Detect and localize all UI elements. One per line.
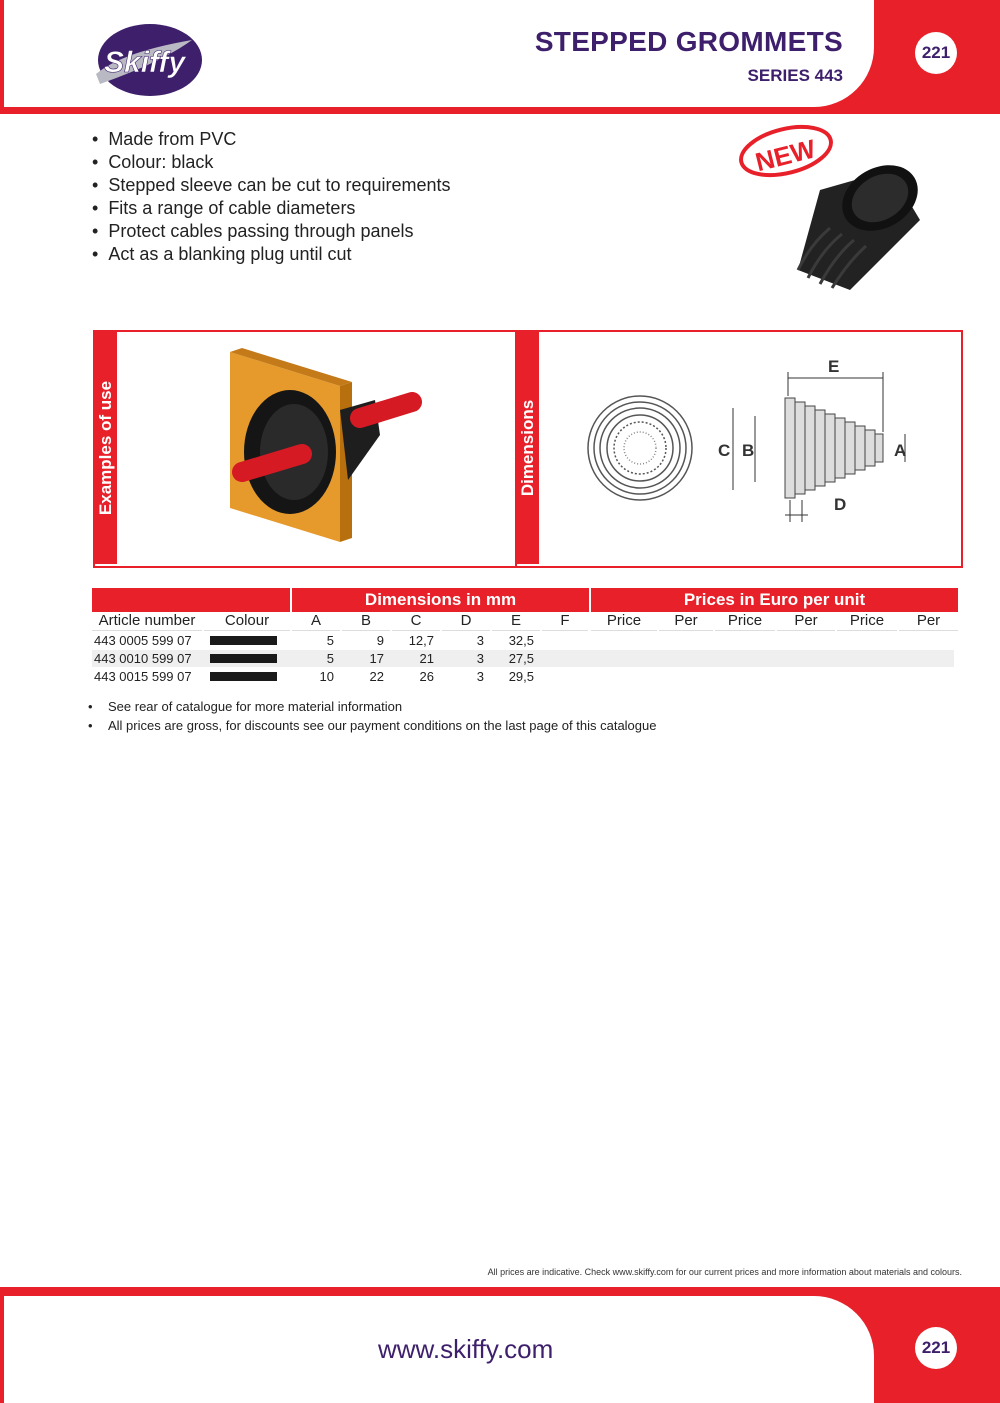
bullet-icon: •: [88, 718, 93, 733]
cell-d: 3: [476, 633, 484, 648]
page-title: STEPPED GROMMETS: [534, 26, 843, 57]
cell-e: 27,5: [508, 651, 534, 666]
new-badge-text: NEW: [752, 133, 819, 178]
cell-b: 22: [369, 669, 384, 684]
cell-article: 443 0015 599 07: [94, 669, 192, 684]
cell-article: 443 0005 599 07: [94, 633, 192, 648]
cell-f: [542, 668, 584, 685]
feature-item: • Fits a range of cable diameters: [92, 197, 451, 220]
dim-label-b: B: [742, 441, 755, 460]
website-link[interactable]: www.skiffy.com: [378, 1334, 554, 1364]
cell-f: [542, 632, 584, 649]
col-per-2: Per: [777, 612, 835, 631]
examples-label: Examples of use: [95, 332, 117, 564]
feature-item: • Protect cables passing through panels: [92, 220, 451, 243]
cell-article: 443 0010 599 07: [94, 651, 192, 666]
bullet-icon: •: [88, 699, 93, 714]
cell-d: 3: [476, 651, 484, 666]
col-f: F: [542, 612, 588, 631]
colour-swatch: [210, 654, 277, 663]
cell-c: 12,7: [408, 633, 434, 648]
prices-group-header: Prices in Euro per unit: [591, 588, 958, 612]
feature-item: • Colour: black: [92, 151, 451, 174]
cell-a: 10: [319, 669, 334, 684]
series-label: SERIES 443: [747, 66, 843, 85]
cell-f: [542, 650, 584, 667]
col-a: A: [292, 612, 340, 631]
cell-b: 9: [376, 633, 384, 648]
dim-label-c: C: [718, 441, 731, 460]
svg-text:Skiffy: Skiffy: [104, 46, 186, 79]
feature-list: [92, 128, 451, 266]
col-price-2: Price: [715, 612, 775, 631]
cell-b: 17: [369, 651, 384, 666]
feature-item: • Stepped sleeve can be cut to requirements: [92, 174, 451, 197]
dim-label-d: D: [834, 495, 847, 514]
col-colour: Colour: [204, 612, 290, 631]
col-article-number: Article number: [92, 612, 202, 631]
cell-e: 29,5: [508, 669, 534, 684]
cell-a: 5: [326, 633, 334, 648]
footer-page-number-badge: 221: [915, 1327, 957, 1369]
table-head-left-band: [92, 588, 290, 612]
example-illustration: [190, 340, 450, 555]
skiffy-logo[interactable]: [92, 22, 204, 98]
colour-swatch: [210, 672, 277, 681]
dim-label-a: A: [894, 441, 907, 460]
cell-c: 26: [419, 669, 434, 684]
col-per-3: Per: [899, 612, 958, 631]
cell-c: 21: [419, 651, 434, 666]
cell-d: 3: [476, 669, 484, 684]
feature-item: • Act as a blanking plug until cut: [92, 243, 451, 266]
col-e: E: [492, 612, 540, 631]
col-per-1: Per: [659, 612, 713, 631]
page-number-badge: 221: [915, 32, 957, 74]
col-price-3: Price: [837, 612, 897, 631]
col-c: C: [392, 612, 440, 631]
price-disclaimer: All prices are indicative. Check www.skiffy.com for our current prices and more information about materials and colours.: [487, 1267, 962, 1277]
dimension-drawing: [580, 350, 940, 530]
dim-label-e: E: [828, 357, 840, 376]
col-price-1: Price: [591, 612, 657, 631]
dimensions-group-header: Dimensions in mm: [292, 588, 589, 612]
feature-item: • Made from PVC: [92, 128, 451, 151]
cell-a: 5: [326, 651, 334, 666]
dimensions-label: Dimensions: [517, 332, 539, 564]
product-image: [780, 150, 930, 300]
colour-swatch: [210, 636, 277, 645]
col-d: D: [442, 612, 490, 631]
col-b: B: [342, 612, 390, 631]
cell-e: 32,5: [508, 633, 534, 648]
